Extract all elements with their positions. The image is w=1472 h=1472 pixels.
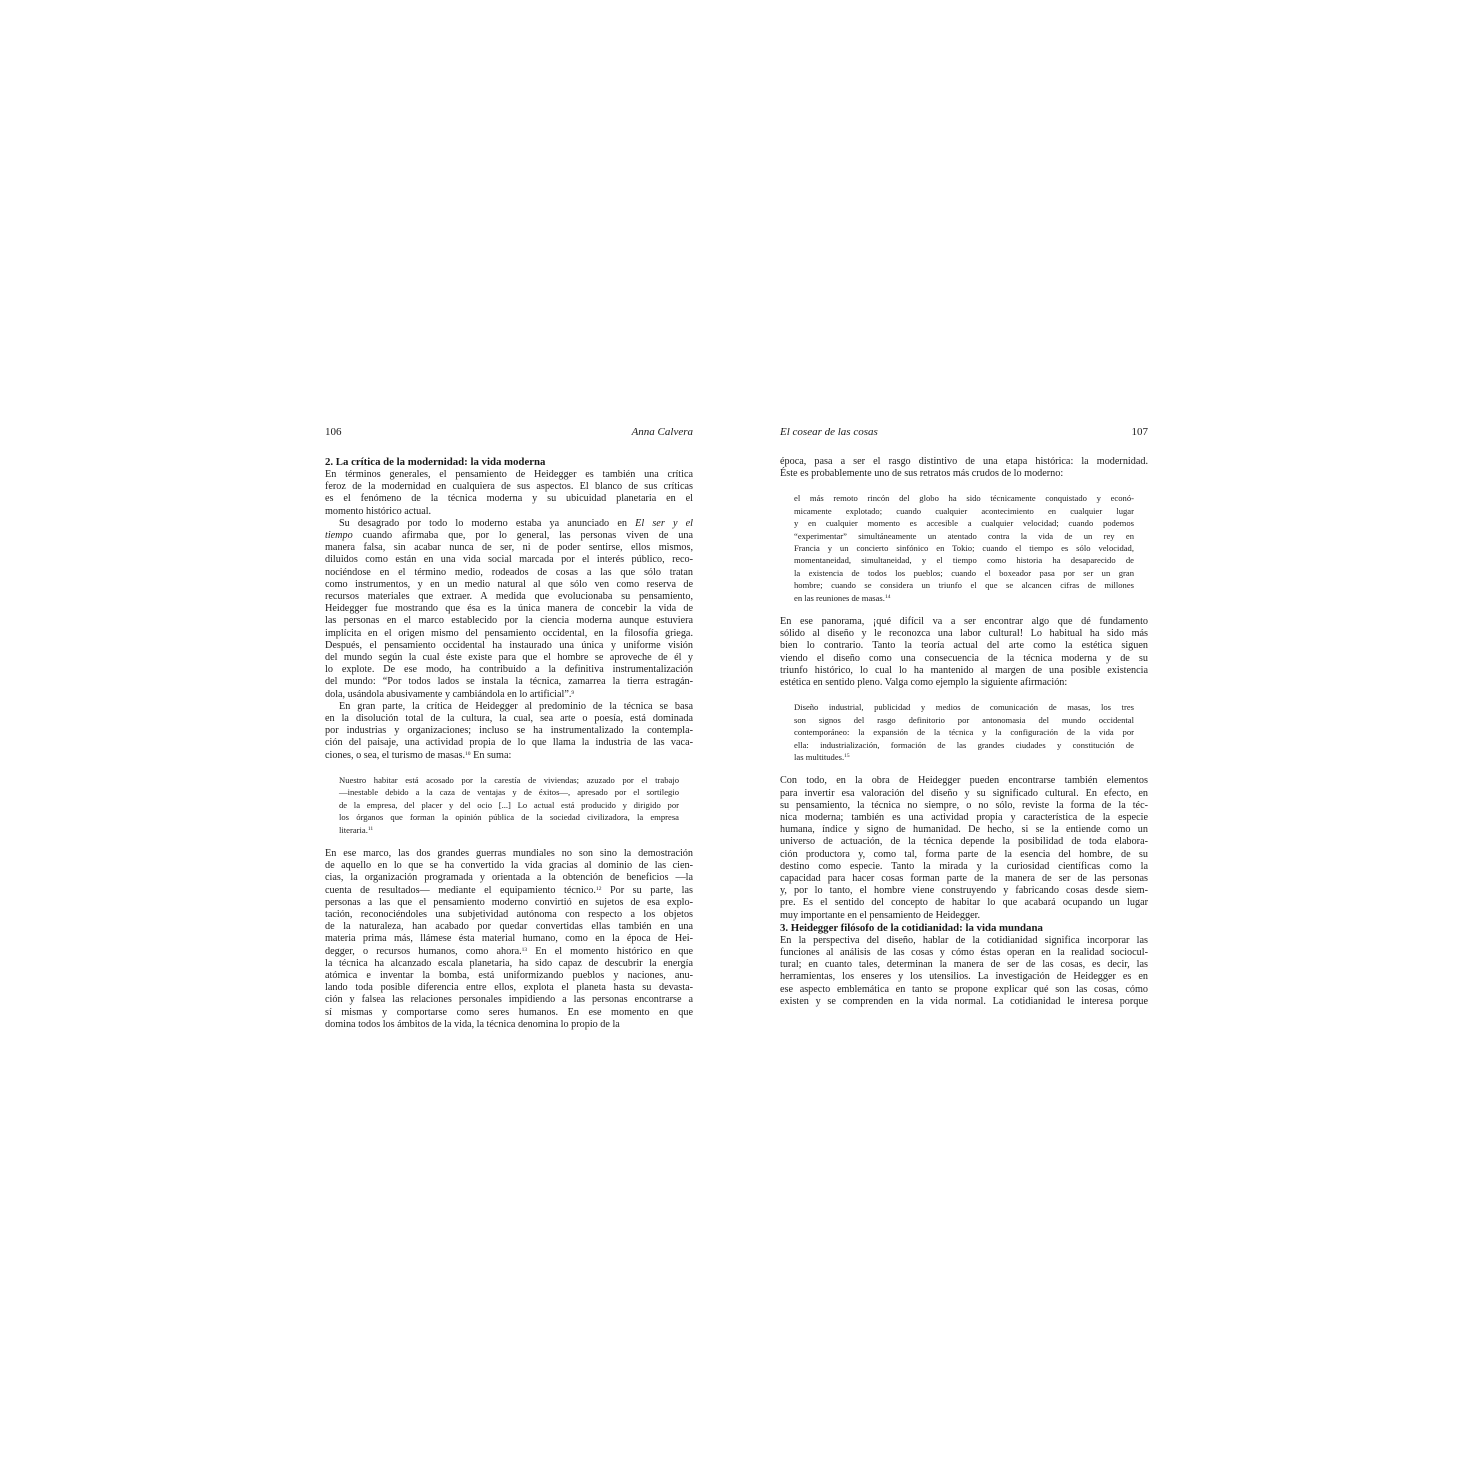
footnote-ref: 12 (595, 885, 602, 892)
running-header (780, 425, 1148, 439)
section-heading: 2. La crítica de la modernidad: la vida moderna (325, 456, 546, 468)
left-page (325, 425, 693, 1031)
footnote-ref: 11 (367, 825, 374, 832)
section-heading: 3. Heidegger filósofo de la cotidianidad: la vida mundana (780, 921, 1043, 934)
block-quote: el más remoto rincón del globo ha sido técnicamente conquistado y econó- micamente explotado; cuando cualquier acontecimiento en cualquier lugar y en cualquier momento es accesible a cualquier velocidad; cuando podemos “experimentar” simultáneamente un atentado contra la vida de un rey en Francia y un concierto sinfónico en Tokio; cuando el tiempo es sólo velocidad, momentaneidad, simultaneidad, y el tiempo como historia ha desaparecido de la existencia de todos los pueblos; cuando el boxeador pasa por ser un gran hombre; cuando se considera un triunfo el que se alcancen cifras de millones en las reuniones de masas.$^{14}$ (794, 493, 1134, 603)
paragraph: En ese marco, las dos grandes guerras mundiales no son sino la demostración de aquello en lo que se ha convertido la vida gracias al dominio de las cien- cias, la organización programada y orientada a la obtención de beneficios —la cuenta de resultados— mediante el equipamiento técnico.$^{12}$ Por su parte, las personas a las que el pensamiento moderno convirtió en sujetos de esa explo- tación, reconociéndoles una subjetividad autónoma con respecto a los objetos de la naturaleza, han acabado por quedar convertidas ellas también en una materia prima más, llámese ésta material humano, como en la época de Hei- degger, o recursos humanos, como ahora.$^{13}$ En el momento histórico en que la técnica ha alcanzado escala planetaria, ha sido capaz de descubrir la energía atómica e inventar la bomba, está uniformizando pueblos y naciones, anu- lando toda posible diferencia entre ellos, explota el planeta hasta su devasta- ción y falsea las relaciones personales impidiendo a las personas encontrarse a sí mismas y comportarse como seres humanos. En ese momento en que domina todos los ámbitos de la vida, la técnica denomina lo propio de la (325, 847, 693, 1030)
paragraph: Con todo, en la obra de Heidegger pueden encontrarse también elementos para invertir esa valoración del diseño y su significado cultural. En efecto, en su pensamiento, la técnica no siempre, o no sólo, reviste la forma de la téc- nica moderna; también es una actividad propia y característica de la especie humana, índice y signo de humanidad. De hecho, si se la entiende como un universo de actuación, de la técnica depende la posibilidad de toda elabora- ción productora y, como tal, forma parte de la esencia del hombre, de su destino como especie. Tanto la mirada y la curiosidad científicas como la capacidad para hacer cosas forman parte de la manera de ser de las personas y, por lo tanto, el hombre viene construyendo y fabricando cosas desde siem- pre. Es el sentido del concepto de habitar lo que acabará ocupando un lugar muy importante en el pensamiento de Heidegger. (780, 775, 1148, 921)
paragraph: En términos generales, el pensamiento de Heidegger es también una crítica feroz de la modernidad en cualquiera de sus aspectos. El blanco de sus críticas es el fenómeno de la técnica moderna y su ubicuidad planetaria en el momento histórico actual. (325, 469, 693, 517)
paragraph: Su desagrado por todo lo moderno estaba ya anunciado en El ser y el tiempo cuando afirmaba que, por lo general, las personas viven de una manera falsa, sin acabar nunca de ser, ni de poder sentirse, ellos mismos, diluidos como están en una vida social marcada por el interés público, reco- nociéndose en el término medio, rodeados de cosas a las que sólo tratan como instrumentos, y en un medio natural al que sólo ven como reserva de recursos materiales que extraer. A medida que evolucionaba su pensamiento, Heidegger fue mostrando que ésa es la única manera de concebir la vida de las personas en el marco establecido por la ciencia moderna aunque estuviera implícita en el origen mismo del pensamiento occidental, en la filosofía griega. Después, el pensamiento occidental ha instaurado una única y uniforme visión del mundo según la cual éste existe para que el hombre se aproveche de él y lo explote. De ese modo, ha contribuido a la definitiva instrumentalización del mundo: “Por todos lados se instala la técnica, zamarrea la tierra estragán- dola, usándola abusivamente y cambiándola en lo artificial”.$^9$ (325, 517, 693, 700)
paragraph: En la perspectiva del diseño, hablar de la cotidianidad significa incorporar las funciones al análisis de las cosas y cómo éstas operan en la realidad sociocul- tural; en cuanto tales, determinan la manera de ser de las cosas, es decir, las herramientas, los enseres y los utensilios. La investigación de Heidegger es en ese aspecto emblemática en tanto se propone explicar qué son las cosas, cómo existen y se comprenden en la vida normal. La cotidianidad le interesa porque (780, 934, 1148, 1007)
running-head-title: El cosear de las cosas (780, 426, 878, 438)
footnote-ref: 14 (884, 593, 891, 600)
page-body (780, 456, 1148, 1008)
footnote-ref: 9 (571, 689, 575, 696)
running-header (325, 425, 693, 439)
page-number: 107 (1131, 426, 1148, 438)
paragraph: En gran parte, la crítica de Heidegger al predominio de la técnica se basa en la disolución total de la cultura, la cual, sea arte o poesía, está dominada por industrias y organizaciones; incluso se ha instrumentalizado la contempla- ción del paisaje, una actividad propia de lo que llama la industria de las vaca- ciones, o sea, el turismo de masas.$^{10}$ En suma: (325, 700, 693, 761)
block-quote: Nuestro habitar está acosado por la carestía de viviendas; azuzado por el trabajo —inestable debido a la caza de ventajas y de éxitos—, apresado por el sortilegio de la empresa, del placer y del ocio [...] Lo actual está producido y dirigido por los órganos que forman la opinión pública de la sociedad civilizadora, la empresa literaria.$^{11}$ (339, 774, 679, 835)
paragraph: época, pasa a ser el rasgo distintivo de una etapa histórica: la modernidad. Éste es probablemente uno de sus retratos más crudos de lo moderno: (780, 456, 1148, 480)
running-head-author: Anna Calvera (631, 426, 693, 438)
footnote-ref: 10 (465, 750, 471, 757)
footnote-ref: 13 (521, 946, 528, 953)
page-number: 106 (325, 426, 342, 438)
footnote-ref: 15 (844, 752, 850, 759)
page-body (325, 456, 693, 1031)
right-page (780, 425, 1148, 1008)
block-quote: Diseño industrial, publicidad y medios de comunicación de masas, los tres son signos del rasgo definitorio por antonomasia del mundo occidental contemporáneo: la expansión de la técnica y la configuración de la vida por ella: industrialización, formación de las grandes ciudades y constitución de las multitudes.$^{15}$ (794, 702, 1134, 762)
paragraph: En ese panorama, ¡qué difícil va a ser encontrar algo que dé fundamento sólido al diseño y le reconozca una labor cultural! Lo habitual ha sido más bien lo contrario. Tanto la teoría actual del arte como la estética siguen viendo el diseño como una consecuencia de la técnica moderna y de su triunfo histórico, lo cual lo ha mantenido al margen de una posible existencia estética en sentido pleno. Valga como ejemplo la siguiente afirmación: (780, 616, 1148, 689)
